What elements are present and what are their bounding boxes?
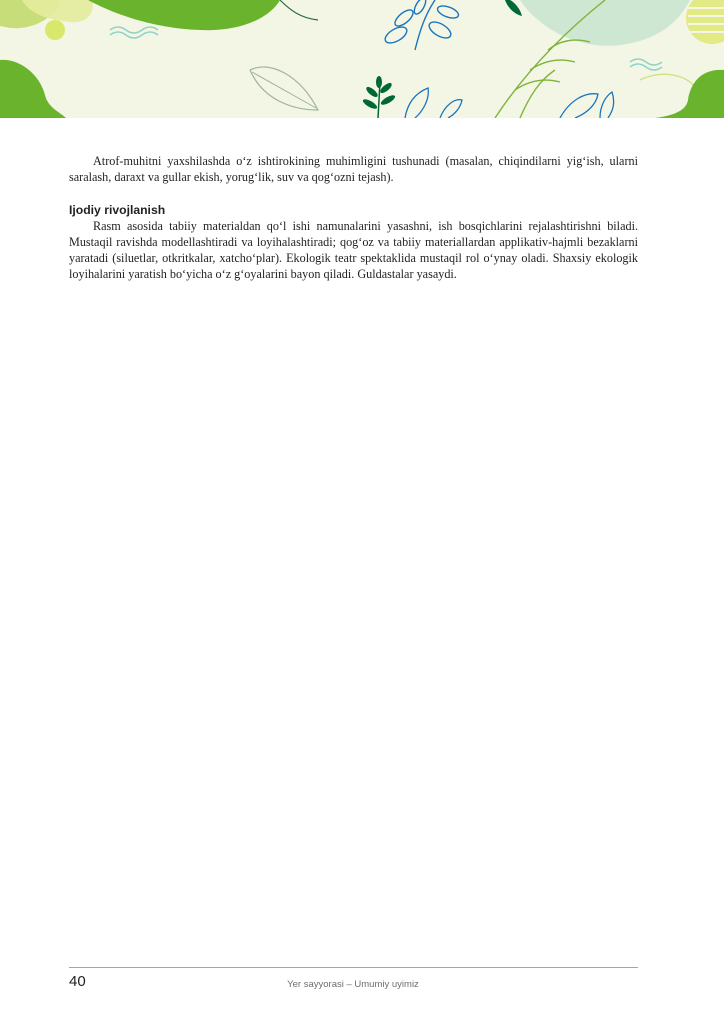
decorative-leaf-banner bbox=[0, 0, 724, 118]
leaf-pattern-illustration bbox=[0, 0, 724, 118]
main-content bbox=[69, 153, 638, 282]
paragraph-environment: Atrof-muhitni yaxshilashda o‘z ishtirokining muhimligini tushunadi (masalan, chiqindilarni yig‘ish, ularni saralash, daraxt va gullar ekish, yorug‘lik, suv va qog‘ozni tejash). bbox=[69, 154, 638, 184]
section-heading: Ijodiy rivojlanish bbox=[69, 203, 166, 217]
paragraph-creative-development: Rasm asosida tabiiy materialdan qo‘l ishi namunalarini yasashni, ish bosqichlarini rejalashtirishni biladi. Mustaqil ravishda modellashtiradi va loyihalashtiradi; qog‘oz va tabiiy materiallardan applikativ-hajmli bezaklarni yaratadi (siluetlar, otkritkalar, xatcho‘plar). Ekologik teatr spektaklida mustaqil rol o‘ynay oladi. Shaxsiy ekologik loyihalarini yaratish bo‘yicha o‘z g‘oyalarini bayon qiladi. Guldastalar yasaydi. bbox=[69, 219, 638, 281]
running-footer-title: Yer sayyorasi – Umumiy uyimiz bbox=[287, 979, 419, 990]
page-number: 40 bbox=[69, 973, 86, 990]
footer-divider bbox=[69, 967, 638, 968]
